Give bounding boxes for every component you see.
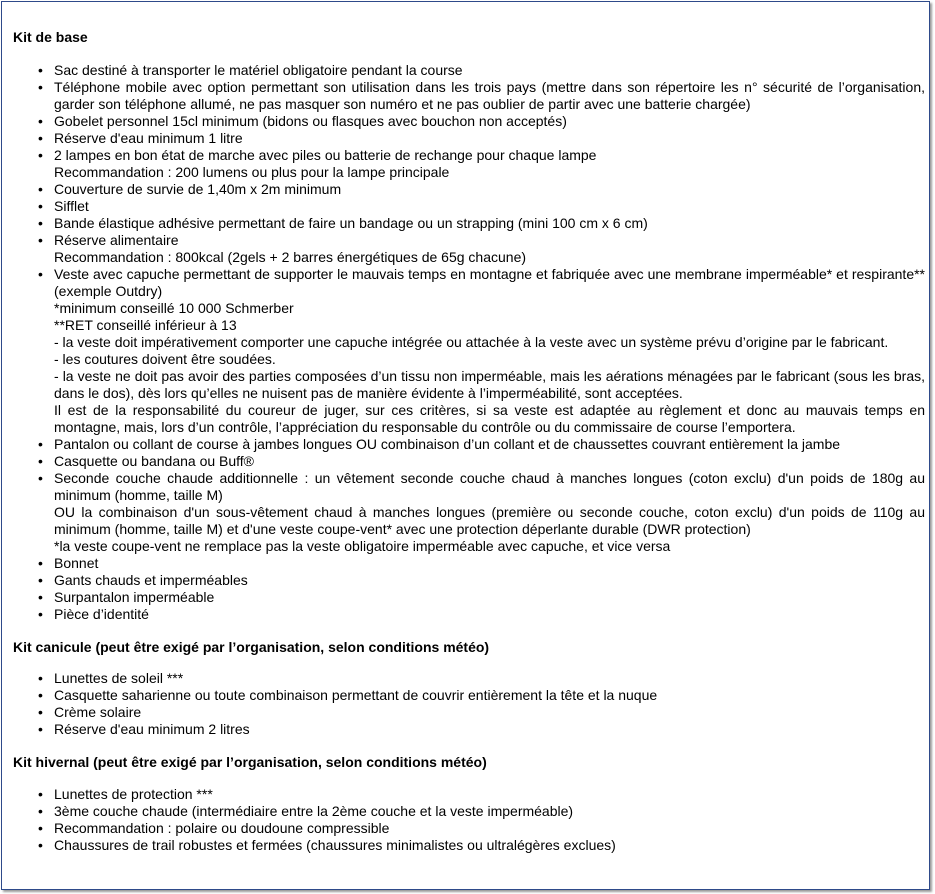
list-item-text: • Pièce d’identité (54, 606, 149, 622)
list-item-text: • Seconde couche chaude additionnelle : un vêtement seconde couche chaud à manches longues (coton exclu) d'un poids de 180g au minimum (homme, taille M) (54, 470, 925, 503)
list-item (54, 589, 925, 606)
list-item-text: • Réserve alimentaire (54, 232, 179, 248)
list-item (54, 670, 925, 687)
list-item-text: • Bonnet (54, 555, 99, 571)
equipment-list (13, 786, 925, 854)
list-item (54, 198, 925, 215)
list-item-text: Recommandation : 800kcal (2gels + 2 barres énergétiques de 65g chacune) (54, 249, 527, 265)
list-item-text: *la veste coupe-vent ne remplace pas la veste obligatoire imperméable avec capuche, et vice versa (54, 538, 671, 554)
list-item-text: • Veste avec capuche permettant de supporter le mauvais temps en montagne et fabriquée avec une membrane imperméable* et respirante** (exemple Outdry) (54, 266, 925, 299)
list-item (54, 147, 925, 181)
list-item (54, 181, 925, 198)
list-item-text: - les coutures doivent être soudées. (54, 351, 276, 367)
list-item (54, 803, 925, 820)
list-item-text: - la veste ne doit pas avoir des parties composées d’un tissu non imperméable, mais les aérations ménagées par le fabricant (sous les bras, dans le dos), dès lors qu’elles ne nuisent pas de manière évidente à l’imperméabilité, sont acceptées. (54, 368, 925, 401)
list-item-text: Recommandation : 200 lumens ou plus pour la lampe principale (54, 164, 450, 180)
list-item-text: OU la combinaison d'un sous-vêtement chaud à manches longues (première ou seconde couche, coton exclu) d'un poids de 110g au minimum (homme, taille M) et d'une veste coupe-vent* avec une protection déperlante durable (DWR protection) (54, 504, 925, 537)
list-item-text: • Réserve d'eau minimum 1 litre (54, 130, 243, 146)
list-item-text: **RET conseillé inférieur à 13 (54, 317, 237, 333)
section-title: Kit canicule (peut être exigé par l’organisation, selon conditions météo) (13, 639, 490, 655)
list-item (54, 113, 925, 130)
list-item-text: • Couverture de survie de 1,40m x 2m minimum (54, 181, 342, 197)
list-item (54, 232, 925, 266)
section-title: Kit hivernal (peut être exigé par l’organisation, selon conditions météo) (13, 754, 487, 770)
list-item-text: • Téléphone mobile avec option permettant son utilisation dans les trois pays (mettre dans son répertoire les n° sécurité de l’organisation, garder son téléphone allumé, ne pas masquer son numéro et ne pas oublier de partir avec une batterie chargée) (54, 79, 925, 112)
list-item (54, 436, 925, 453)
list-item (54, 837, 925, 854)
list-item-text: • Lunettes de soleil *** (54, 670, 184, 686)
list-item-text: Il est de la responsabilité du coureur de juger, sur ces critères, si sa veste est adaptée au règlement et donc au mauvais temps en montagne, mais, lors d’un contrôle, l’appréciation du responsable du contrôle ou du commissaire de course l’emportera. (54, 402, 925, 435)
kit-canicule-section (13, 639, 925, 738)
list-item (54, 215, 925, 232)
list-item (54, 555, 925, 572)
list-item (54, 453, 925, 470)
list-item-text: • 2 lampes en bon état de marche avec piles ou batterie de rechange pour chaque lampe (54, 147, 597, 163)
list-item (54, 470, 925, 555)
list-item-text: • Lunettes de protection *** (54, 786, 213, 802)
list-item-text: • Bande élastique adhésive permettant de faire un bandage ou un strapping (mini 100 cm x 6 cm) (54, 215, 648, 231)
list-item-text: • Sac destiné à transporter le matériel obligatoire pendant la course (54, 62, 463, 78)
list-item (54, 786, 925, 803)
list-item (54, 687, 925, 704)
kit-hivernal-section (13, 754, 925, 854)
list-item-text: • Pantalon ou collant de course à jambes longues OU combinaison d’un collant et de chaussettes couvrant entièrement la jambe (54, 436, 841, 452)
list-item-text: • Casquette saharienne ou toute combinaison permettant de couvrir entièrement la tête et la nuque (54, 687, 658, 703)
equipment-list (13, 670, 925, 738)
list-item-text: • Réserve d'eau minimum 2 litres (54, 721, 250, 737)
list-item-text: • Recommandation : polaire ou doudoune compressible (54, 820, 390, 836)
list-item (54, 266, 925, 436)
list-item-text: • Gobelet personnel 15cl minimum (bidons ou flasques avec bouchon non acceptés) (54, 113, 567, 129)
list-item-text: • Casquette ou bandana ou Buff® (54, 453, 254, 469)
section-title: Kit de base (13, 29, 88, 45)
list-item-text: • Chaussures de trail robustes et fermées (chaussures minimalistes ou ultralégères exclues) (54, 837, 616, 853)
kit-de-base-section (13, 29, 925, 623)
equipment-list (13, 62, 925, 623)
list-item-text: *minimum conseillé 10 000 Schmerber (54, 300, 294, 316)
list-item (54, 62, 925, 79)
list-item (54, 130, 925, 147)
list-item (54, 704, 925, 721)
list-item-text: • 3ème couche chaude (intermédiaire entre la 2ème couche et la veste imperméable) (54, 803, 574, 819)
list-item-text: • Surpantalon imperméable (54, 589, 215, 605)
list-item-text: • Gants chauds et imperméables (54, 572, 248, 588)
list-item (54, 820, 925, 837)
list-item-text: - la veste doit impérativement comporter une capuche intégrée ou attachée à la veste avec un système prévu d’origine par le fabricant. (54, 334, 889, 350)
list-item-text: • Sifflet (54, 198, 89, 214)
document-content (13, 29, 925, 854)
list-item (54, 721, 925, 738)
list-item (54, 606, 925, 623)
document-frame (1, 1, 930, 890)
list-item (54, 79, 925, 113)
list-item-text: • Crème solaire (54, 704, 142, 720)
list-item (54, 572, 925, 589)
